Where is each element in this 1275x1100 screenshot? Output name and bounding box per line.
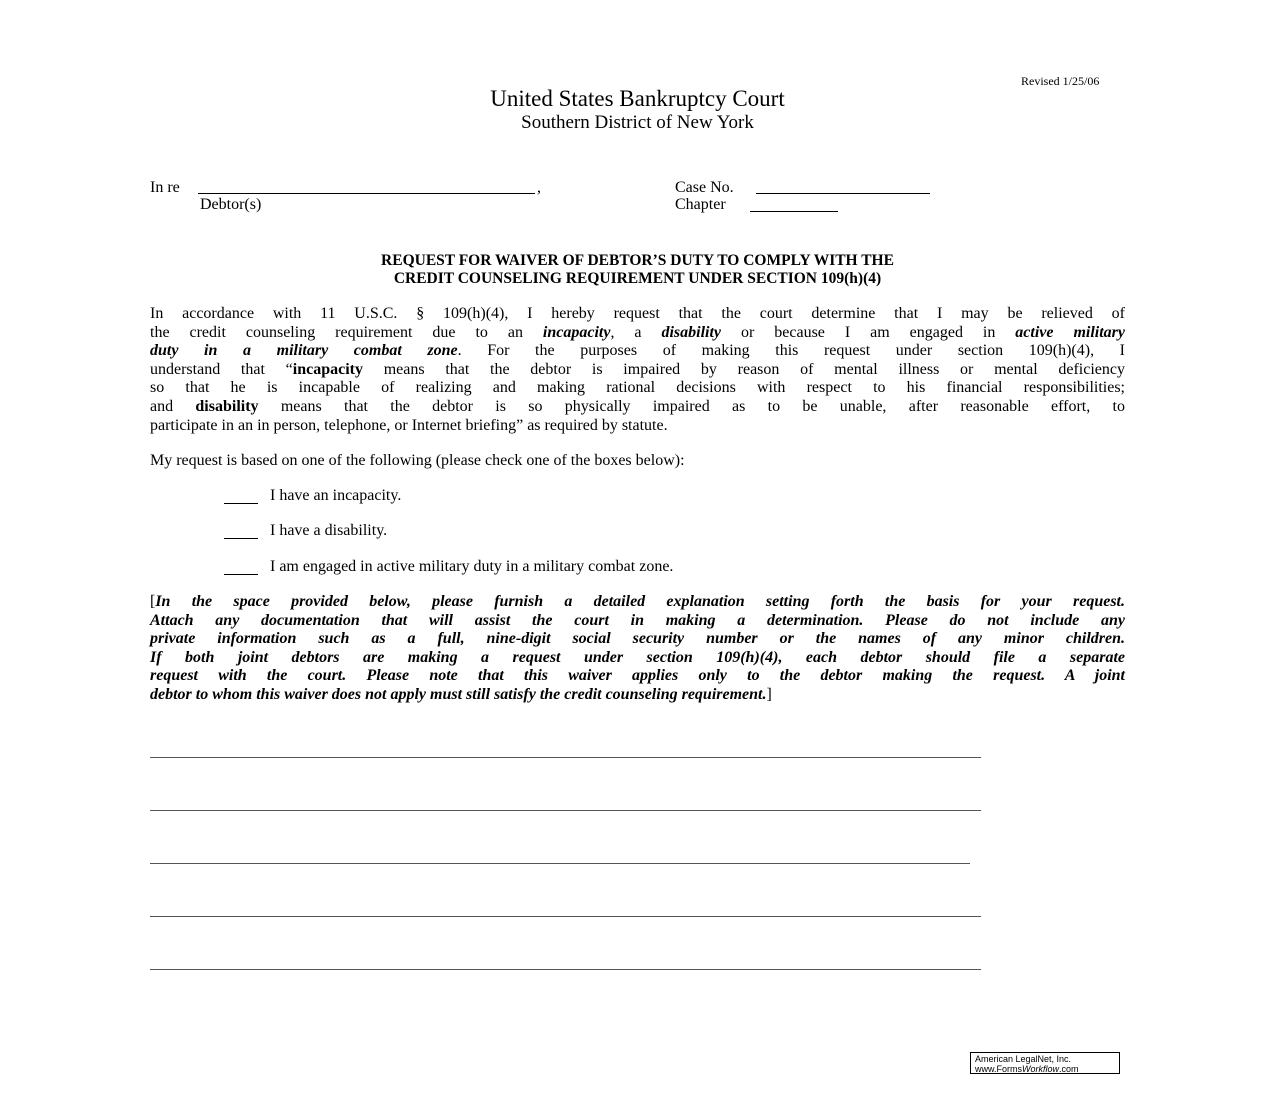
court-name: United States Bankruptcy Court: [490, 86, 785, 111]
in-re-label: In re: [150, 179, 180, 196]
request-intro: My request is based on one of the following (please check one of the boxes below):: [150, 452, 685, 469]
district-name: Southern District of New York: [521, 112, 754, 133]
option-disability: I have a disability.: [270, 522, 388, 539]
intro-line: and disability means that the debtor is so physically impaired as to be unable, after reasonable effort, to: [150, 397, 1125, 415]
form-title-line1: REQUEST FOR WAIVER OF DEBTOR’S DUTY TO COMPLY WITH THE: [381, 252, 894, 269]
case-no-label: Case No.: [675, 179, 734, 196]
debtor-label: Debtor(s): [200, 196, 262, 213]
form-title-line2: CREDIT COUNSELING REQUIREMENT UNDER SECTION 109(h)(4): [393, 270, 882, 287]
instructions-paragraph: [150, 593, 1125, 705]
intro-line: understand that “incapacity means that the debtor is impaired by reason of mental illness or mental deficiency: [150, 360, 1126, 378]
intro-line: the credit counseling requirement due to an incapacity, a disability or because I am engaged in active military: [150, 323, 1125, 341]
option-military: I am engaged in active military duty in a military combat zone.: [270, 558, 674, 575]
checkbox-incapacity[interactable]: [224, 503, 258, 504]
form-title: [0, 252, 1275, 288]
in-re-comma: ,: [537, 179, 541, 196]
explanation-line[interactable]: [150, 863, 970, 864]
checkbox-military[interactable]: [224, 574, 258, 575]
option-incapacity: I have an incapacity.: [270, 487, 402, 504]
instructions-line: request with the court. Please note that this waiver applies only to the debtor making the request. A joint: [150, 667, 1125, 685]
instructions-line: If both joint debtors are making a request under section 109(h)(4), each debtor should file a separate: [150, 648, 1125, 666]
explanation-line[interactable]: [150, 757, 981, 758]
instructions-line: Attach any documentation that will assist the court in making a determination. Please do not include any: [150, 611, 1125, 629]
case-no-field[interactable]: [756, 193, 930, 194]
intro-line: so that he is incapable of realizing and making rational decisions with respect to his financial responsibilities;: [150, 379, 1125, 397]
chapter-field[interactable]: [750, 211, 838, 212]
american-legalnet-logo: [970, 1052, 1120, 1074]
intro-line: In accordance with 11 U.S.C. § 109(h)(4), I hereby request that the court determine that I may be relieved of: [150, 305, 1125, 322]
intro-line: participate in an in person, telephone, or Internet briefing” as required by statute.: [150, 416, 668, 434]
logo-line1: American LegalNet, Inc.: [975, 1054, 1072, 1064]
revised-date: Revised 1/25/06: [1021, 74, 1100, 88]
debtor-name-field[interactable]: [198, 193, 535, 194]
explanation-line[interactable]: [150, 969, 981, 970]
intro-line: duty in a military combat zone. For the purposes of making this request under section 109(h)(4), I: [150, 342, 1125, 360]
instructions-line: debtor to whom this waiver does not apply must still satisfy the credit counseling requirement.]: [150, 685, 772, 703]
explanation-line[interactable]: [150, 916, 981, 917]
explanation-line[interactable]: [150, 810, 981, 811]
checkbox-disability[interactable]: [224, 538, 258, 539]
instructions-line: [In the space provided below, please furnish a detailed explanation setting forth the basis for your request.: [150, 593, 1125, 610]
logo-line2: www.FormsWorkflow.com: [975, 1064, 1079, 1074]
chapter-label: Chapter: [675, 196, 726, 213]
intro-paragraph: [150, 305, 1125, 435]
instructions-line: private information such as a full, nine-digit social security number or the names of any minor children.: [150, 630, 1125, 648]
